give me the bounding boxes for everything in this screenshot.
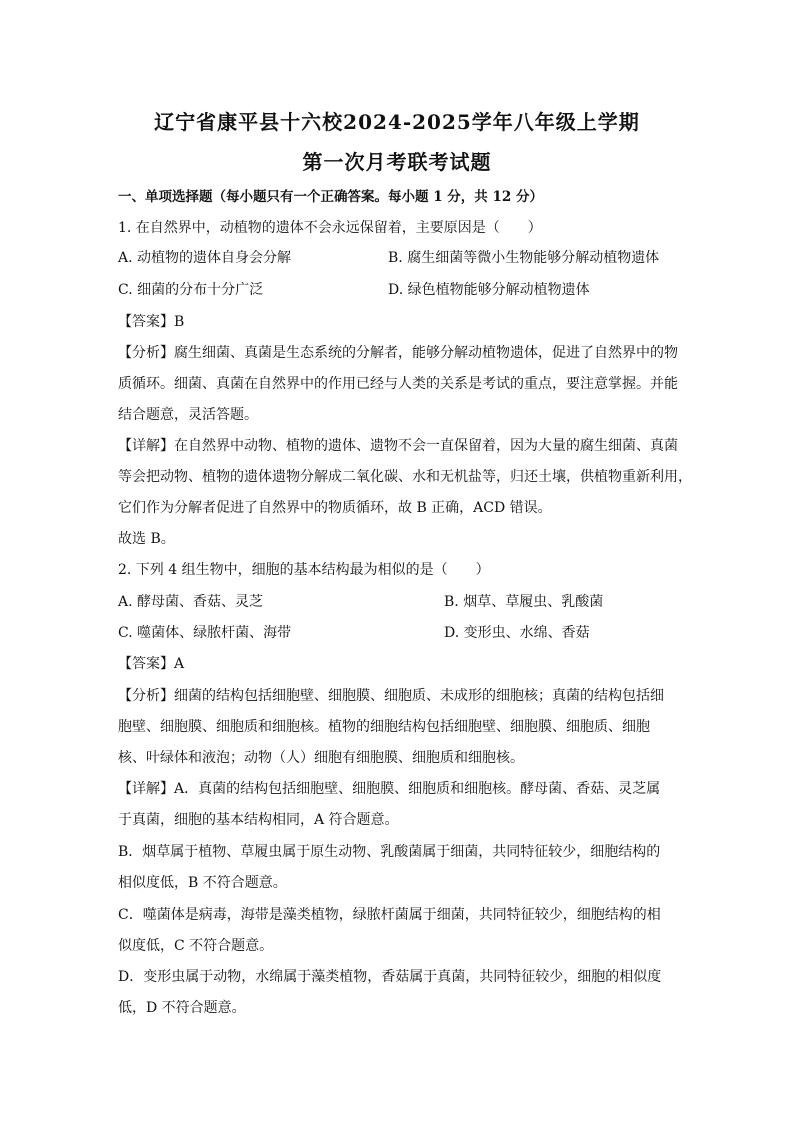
question-2-detail-line: B．烟草属于植物、草履虫属于原生动物、乳酸菌属于细菌，共同特征较少，细胞结构的 [118, 844, 661, 860]
question-2-option-a: A. 酵母菌、香菇、灵芝 [118, 594, 264, 610]
question-1-analysis-line: 结合题意，灵活答题。 [118, 407, 258, 423]
question-1-option-d: D. 绿色植物能够分解动植物遗体 [388, 282, 590, 298]
question-2-detail-line: 低，D 不符合题意。 [118, 1000, 246, 1016]
question-1-option-a: A. 动植物的遗体自身会分解 [118, 250, 292, 266]
question-1-option-b: B. 腐生细菌等微小生物能够分解动植物遗体 [388, 250, 660, 266]
question-2-detail-line: 于真菌，细胞的基本结构相同，A 符合题意。 [118, 812, 399, 828]
section-heading: 一、单项选择题（每小题只有一个正确答案。每小题 1 分，共 12 分） [118, 189, 543, 205]
document-title-line2: 第一次月考联考试题 [302, 150, 492, 174]
question-1-answer: 【答案】B [118, 314, 185, 330]
question-2-analysis-line: 胞壁、细胞膜、细胞质和细胞核。植物的细胞结构包括细胞壁、细胞膜、细胞质、细胞 [118, 719, 650, 735]
question-2-option-d: D. 变形虫、水绵、香菇 [444, 625, 590, 641]
question-1-option-c: C. 细菌的分布十分广泛 [118, 282, 264, 298]
question-1-detail-line: 等会把动物、植物的遗体遗物分解成二氧化碳、水和无机盐等，归还土壤，供植物重新利用， [118, 469, 692, 485]
question-2-detail-line: D．变形虫属于动物，水绵属于藻类植物，香菇属于真菌，共同特征较少，细胞的相似度 [118, 969, 662, 985]
question-2-detail-line: C．噬菌体是病毒，海带是藻类植物，绿脓杆菌属于细菌，共同特征较少，细胞结构的相 [118, 907, 661, 923]
question-2-answer: 【答案】A [118, 656, 185, 672]
question-1-analysis-line: 【分析】腐生细菌、真菌是生态系统的分解者，能够分解动植物遗体，促进了自然界中的物 [118, 345, 678, 361]
question-1-stem: 1. 在自然界中，动植物的遗体不会永远保留着，主要原因是（ ） [118, 220, 542, 236]
question-2-detail-line: 相似度低，B 不符合题意。 [118, 875, 287, 891]
question-1-detail-line: 【详解】在自然界中动物、植物的遗体、遗物不会一直保留着，因为大量的腐生细菌、真菌 [118, 438, 678, 454]
question-2-stem: 2. 下列 4 组生物中，细胞的基本结构最为相似的是（ ） [118, 562, 490, 578]
question-2-option-b: B. 烟草、草履虫、乳酸菌 [444, 594, 604, 610]
question-1-detail-line: 故选 B。 [118, 531, 175, 547]
question-1-analysis-line: 质循环。细菌、真菌在自然界中的作用已经与人类的关系是考试的重点，要注意掌握。并能 [118, 376, 678, 392]
document-title-line1: 辽宁省康平县十六校2024-2025学年八年级上学期 [154, 110, 640, 134]
question-2-detail-line: 【详解】A．真菌的结构包括细胞壁、细胞膜、细胞质和细胞核。酵母菌、香菇、灵芝属 [118, 781, 661, 797]
question-2-analysis-line: 核、叶绿体和液泡；动物（人）细胞有细胞膜、细胞质和细胞核。 [118, 750, 524, 766]
question-2-option-c: C. 噬菌体、绿脓杆菌、海带 [118, 625, 292, 641]
question-1-detail-line: 它们作为分解者促进了自然界中的物质循环，故 B 正确，ACD 错误。 [118, 500, 552, 516]
question-2-analysis-line: 【分析】细菌的结构包括细胞壁、细胞膜、细胞质、未成形的细胞核；真菌的结构包括细 [118, 688, 664, 704]
question-2-detail-line: 似度低，C 不符合题意。 [118, 938, 274, 954]
